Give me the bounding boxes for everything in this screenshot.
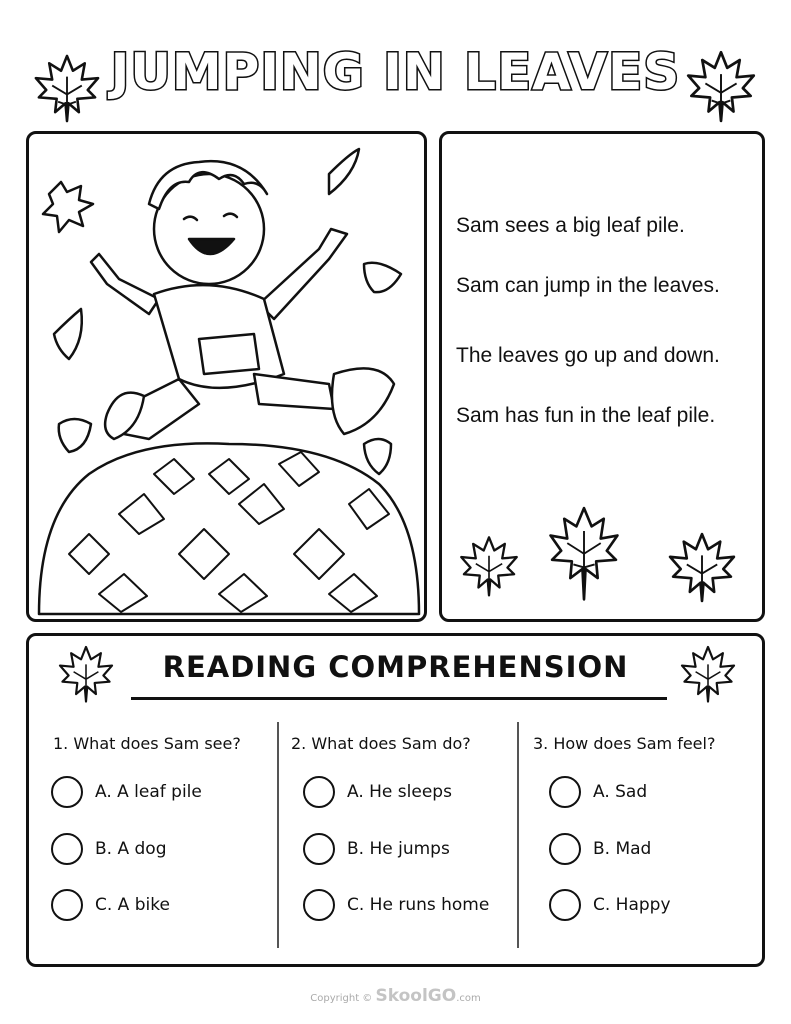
question-prompt: 2. What does Sam do? bbox=[291, 734, 471, 753]
section-heading: READING COMPREHENSION bbox=[162, 650, 629, 684]
column-divider bbox=[277, 722, 279, 948]
maple-leaf-icon bbox=[677, 642, 739, 704]
answer-option[interactable]: C. A bike bbox=[51, 889, 170, 921]
answer-option[interactable]: A. A leaf pile bbox=[51, 776, 202, 808]
copyright-text: Copyright © bbox=[310, 993, 373, 1004]
story-panel bbox=[439, 131, 765, 622]
answer-option[interactable]: B. A dog bbox=[51, 833, 167, 865]
story-line: Sam can jump in the leaves. bbox=[456, 274, 720, 297]
brand-domain: .com bbox=[456, 993, 481, 1004]
story-line: Sam has fun in the leaf pile. bbox=[456, 404, 716, 427]
story-line: The leaves go up and down. bbox=[456, 344, 720, 367]
radio-circle[interactable] bbox=[303, 889, 335, 921]
radio-circle[interactable] bbox=[51, 776, 83, 808]
radio-circle[interactable] bbox=[549, 776, 581, 808]
copyright-footer bbox=[0, 986, 791, 1006]
maple-leaf-icon bbox=[546, 502, 622, 604]
radio-circle[interactable] bbox=[549, 889, 581, 921]
answer-option[interactable]: B. Mad bbox=[549, 833, 651, 865]
heading-underline bbox=[131, 697, 667, 700]
maple-leaf-icon bbox=[456, 532, 522, 598]
answer-option[interactable]: A. He sleeps bbox=[303, 776, 452, 808]
maple-leaf-icon bbox=[682, 46, 760, 124]
column-divider bbox=[517, 722, 519, 948]
answer-option[interactable]: A. Sad bbox=[549, 776, 647, 808]
answer-option[interactable]: C. He runs home bbox=[303, 889, 489, 921]
radio-circle[interactable] bbox=[303, 833, 335, 865]
answer-option[interactable]: B. He jumps bbox=[303, 833, 450, 865]
illustration-panel bbox=[26, 131, 427, 622]
question-prompt: 1. What does Sam see? bbox=[53, 734, 241, 753]
question-prompt: 3. How does Sam feel? bbox=[533, 734, 716, 753]
page-title: JUMPING IN LEAVES bbox=[110, 43, 681, 101]
radio-circle[interactable] bbox=[549, 833, 581, 865]
comprehension-panel bbox=[26, 633, 765, 967]
radio-circle[interactable] bbox=[51, 833, 83, 865]
radio-circle[interactable] bbox=[51, 889, 83, 921]
answer-option[interactable]: C. Happy bbox=[549, 889, 671, 921]
maple-leaf-icon bbox=[664, 528, 740, 604]
brand-logo: SkoolGO bbox=[375, 986, 457, 1006]
boy-jumping-in-leaves-illustration bbox=[29, 134, 424, 619]
story-line: Sam sees a big leaf pile. bbox=[456, 214, 685, 237]
radio-circle[interactable] bbox=[303, 776, 335, 808]
